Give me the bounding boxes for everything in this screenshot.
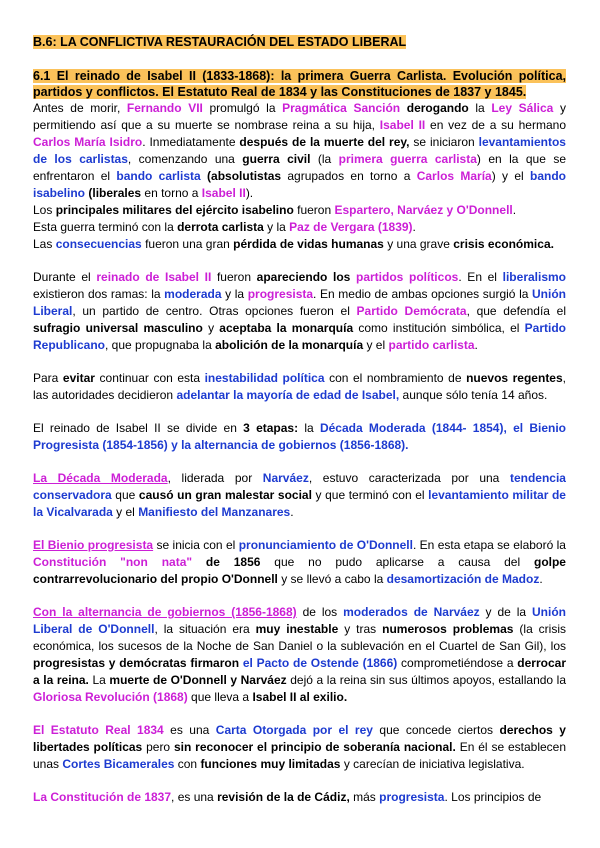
- text-run: revisión de la de Cádiz,: [217, 790, 350, 804]
- text-run: y el: [112, 505, 139, 519]
- text-run: y carecían de iniciativa legislativa.: [340, 757, 525, 771]
- text-run: Isabel II al exilio.: [252, 690, 348, 704]
- text-run: dejó a la reina sin sus últimos apoyos, estallando la: [286, 673, 567, 687]
- text-run: guerra civil: [242, 152, 311, 166]
- paragraph-stages: [33, 420, 566, 454]
- paragraph-war-end: [33, 219, 566, 236]
- text-run: nuevos regentes: [466, 371, 563, 385]
- text-run: , un partido de centro. Otras opciones fueron el: [72, 304, 357, 318]
- text-run: más: [349, 790, 380, 804]
- text-run: numerosos problemas: [382, 622, 514, 636]
- text-run: Carlos María Isidro: [33, 135, 143, 149]
- text-run: .: [474, 338, 478, 352]
- text-run: . Inmediatamente: [142, 135, 240, 149]
- text-run: Partido Demócrata: [356, 304, 467, 318]
- text-run: con el nombramiento de: [324, 371, 467, 385]
- text-run: la: [298, 421, 320, 435]
- text-run: pero: [142, 740, 174, 754]
- text-run: inestabilidad política: [204, 371, 325, 385]
- text-run: (la: [310, 152, 339, 166]
- text-run: Para: [33, 371, 63, 385]
- paragraph-estatuto-real: [33, 722, 566, 773]
- text-run: levantamientos de los carlistas: [33, 135, 566, 166]
- paragraph-bienio-progresista: [33, 537, 566, 588]
- document-title: B.6: LA CONFLICTIVA RESTAURACIÓN DEL ESTADO LIBERAL: [33, 35, 407, 49]
- text-run: (liberales: [88, 186, 142, 200]
- text-run: . En el: [458, 270, 503, 284]
- text-run: Antes de morir,: [33, 101, 127, 115]
- text-run: moderados de Narváez: [343, 605, 480, 619]
- text-run: pérdida de vidas humanas: [233, 237, 384, 251]
- text-run: Los: [33, 203, 56, 217]
- text-run: aceptaba la monarquía: [219, 321, 354, 335]
- text-run: funciones muy limitadas: [200, 757, 341, 771]
- paragraph-succession: [33, 100, 566, 202]
- text-run: derrota carlista: [177, 220, 264, 234]
- text-run: El Bienio progresista: [33, 538, 154, 552]
- text-run: comprometiéndose a: [397, 656, 518, 670]
- text-run: Constitución "non nata": [33, 555, 193, 569]
- text-run: primera guerra carlista: [338, 152, 477, 166]
- text-run: en torno a: [141, 186, 202, 200]
- paragraph-constitucion-1837: [33, 789, 566, 806]
- text-run: [192, 555, 206, 569]
- text-run: Espartero, Narváez y O'Donnell: [334, 203, 513, 217]
- paragraph-military-leaders: [33, 202, 566, 219]
- text-run: progresista: [379, 790, 445, 804]
- text-run: golpe contrarrevolucionario del propio O'Donnell: [33, 555, 566, 586]
- text-run: que concede ciertos: [372, 723, 500, 737]
- text-run: Gloriosa Revolución (1868): [33, 690, 188, 704]
- text-run: pronunciamiento de O'Donnell: [238, 538, 413, 552]
- text-run: En él se establecen unas: [33, 740, 567, 771]
- text-run: apareciendo los: [256, 270, 351, 284]
- text-run: Carta Otorgada por el rey: [215, 723, 373, 737]
- text-run: partidos políticos: [356, 270, 459, 284]
- text-run: que lleva a: [187, 690, 253, 704]
- text-run: desamortización de Madoz: [386, 572, 540, 586]
- text-run: y permitiendo así que a su muerte se nombrase reina a su hija,: [33, 101, 566, 132]
- text-run: y que terminó con el: [311, 488, 429, 502]
- text-run: , que propugnaba la: [105, 338, 216, 352]
- paragraph-alternancia: [33, 604, 566, 706]
- text-run: evitar: [62, 371, 95, 385]
- text-run: liberalismo: [502, 270, 566, 284]
- text-run: que: [111, 488, 139, 502]
- text-run: bando carlista: [116, 169, 201, 183]
- text-run: 3 etapas:: [243, 421, 299, 435]
- text-run: derrocar a la reina.: [33, 656, 566, 687]
- text-run: Pragmática Sanción: [282, 101, 401, 115]
- text-run: Isabel II: [379, 118, 426, 132]
- text-run: promulgó la: [202, 101, 283, 115]
- text-run: y de la: [479, 605, 532, 619]
- text-run: tendencia conservadora: [33, 471, 566, 502]
- text-run: ).: [245, 186, 254, 200]
- text-run: .: [290, 505, 294, 519]
- text-run: ) y el: [491, 169, 531, 183]
- text-run: muerte de O'Donnell y Narváez: [109, 673, 287, 687]
- text-run: Unión Liberal: [33, 287, 567, 318]
- document-page: [33, 34, 566, 806]
- text-run: , liderada por: [167, 471, 263, 485]
- text-run: sin reconocer el principio de soberanía nacional.: [173, 740, 456, 754]
- text-run: y tras: [338, 622, 383, 636]
- text-run: continuar con esta: [94, 371, 205, 385]
- text-run: abolición de la monarquía: [215, 338, 364, 352]
- text-run: agrupados en torno a: [281, 169, 417, 183]
- text-run: progresista: [247, 287, 314, 301]
- text-run: sufragio universal masculino: [33, 321, 203, 335]
- text-run: progresistas y demócratas firmaron: [33, 656, 240, 670]
- text-run: Isabel II: [201, 186, 246, 200]
- text-run: y se llevó a cabo la: [277, 572, 387, 586]
- section-heading: 6.1 El reinado de Isabel II (1833-1868): la primera Guerra Carlista. Evolución política, partidos y conflictos. El Estatuto Real de 1834 y las Constituciones de 1837 y 1845.: [33, 69, 566, 99]
- paragraph-decada-moderada: [33, 470, 566, 521]
- text-run: y: [202, 321, 220, 335]
- text-run: el Pacto de Ostende (1866): [242, 656, 398, 670]
- paragraph-regency: [33, 370, 566, 404]
- text-run: principales militares del ejército isabelino: [55, 203, 294, 217]
- text-run: .: [539, 572, 543, 586]
- text-run: La Década Moderada: [33, 471, 168, 485]
- text-run: . En esta etapa se elaboró la: [412, 538, 566, 552]
- text-run: El reinado de Isabel II se divide en: [33, 421, 244, 435]
- text-run: Ley Sálica: [491, 101, 554, 115]
- text-run: derogando: [406, 101, 469, 115]
- text-run: Narváez: [262, 471, 309, 485]
- text-run: Década Moderada (1844- 1854), el Bienio Progresista (1854-1856) y la alternancia de gobiernos (1856-1868).: [33, 421, 566, 452]
- paragraph-political-parties: [33, 269, 566, 354]
- text-run: Con la alternancia de gobiernos (1856-1868): [33, 605, 297, 619]
- text-run: se inicia con el: [153, 538, 239, 552]
- text-run: , la situación era: [154, 622, 256, 636]
- text-run: con: [174, 757, 201, 771]
- text-run: Cortes Bicamerales: [62, 757, 175, 771]
- text-run: muy inestable: [255, 622, 339, 636]
- text-run: , estuvo caracterizada por una: [308, 471, 510, 485]
- text-run: aunque sólo tenía 14 años.: [399, 388, 548, 402]
- text-run: de los: [296, 605, 344, 619]
- text-run: , que defendía el: [466, 304, 566, 318]
- text-run: existieron dos ramas: la: [33, 287, 165, 301]
- text-run: reinado de Isabel II: [96, 270, 212, 284]
- text-run: , es una: [171, 790, 218, 804]
- text-run: Partido Republicano: [33, 321, 566, 352]
- text-run: Paz de Vergara (1839): [289, 220, 413, 234]
- text-run: ) en la que se enfrentaron el: [33, 152, 567, 183]
- text-run: .: [412, 220, 416, 234]
- text-run: Unión Liberal de O'Donnell: [33, 605, 566, 636]
- text-run: (absolutistas: [207, 169, 282, 183]
- text-run: y el: [363, 338, 389, 352]
- text-run: La: [88, 673, 110, 687]
- text-run: La Constitución de 1837: [33, 790, 172, 804]
- text-run: fueron: [293, 203, 335, 217]
- text-run: , las autoridades decidieron: [33, 371, 566, 402]
- text-run: que no pudo aplicarse a causa del: [260, 555, 534, 569]
- text-run: de 1856: [205, 555, 261, 569]
- text-run: se iniciaron: [409, 135, 479, 149]
- text-run: después de la muerte del rey,: [239, 135, 410, 149]
- text-run: y una grave: [383, 237, 454, 251]
- text-run: . Los principios de: [444, 790, 542, 804]
- text-run: y la: [263, 220, 290, 234]
- text-run: (la crisis económica, los sucesos de la Noche de San Daniel o la sublevación en el Cuartel de San Gil), los: [33, 622, 567, 653]
- text-run: consecuencias: [55, 237, 142, 251]
- text-run: es una: [163, 723, 216, 737]
- text-run: fueron: [211, 270, 257, 284]
- text-run: crisis económica.: [453, 237, 554, 251]
- text-run: fueron una gran: [141, 237, 234, 251]
- text-run: derechos y libertades políticas: [33, 723, 566, 754]
- text-run: adelantar la mayoría de edad de Isabel,: [176, 388, 400, 402]
- text-run: [400, 101, 407, 115]
- text-run: bando isabelino: [33, 169, 567, 200]
- text-run: , comenzando una: [127, 152, 243, 166]
- text-run: Esta guerra terminó con la: [33, 220, 178, 234]
- text-run: como institución simbólica, el: [353, 321, 525, 335]
- text-run: y la: [221, 287, 248, 301]
- text-run: partido carlista: [388, 338, 475, 352]
- text-run: Manifiesto del Manzanares: [138, 505, 291, 519]
- text-run: Las: [33, 237, 56, 251]
- text-run: la: [468, 101, 492, 115]
- text-run: causó un gran malestar social: [138, 488, 312, 502]
- text-run: . En medio de ambas opciones surgió la: [313, 287, 533, 301]
- text-run: Fernando VII: [126, 101, 203, 115]
- text-run: El Estatuto Real 1834: [33, 723, 164, 737]
- text-run: Carlos María: [416, 169, 492, 183]
- text-run: levantamiento militar de la Vicalvarada: [33, 488, 566, 519]
- text-run: en vez de a su hermano: [425, 118, 566, 132]
- text-run: .: [512, 203, 517, 217]
- text-run: Durante el: [33, 270, 97, 284]
- paragraph-consequences: [33, 236, 566, 253]
- text-run: moderada: [164, 287, 222, 301]
